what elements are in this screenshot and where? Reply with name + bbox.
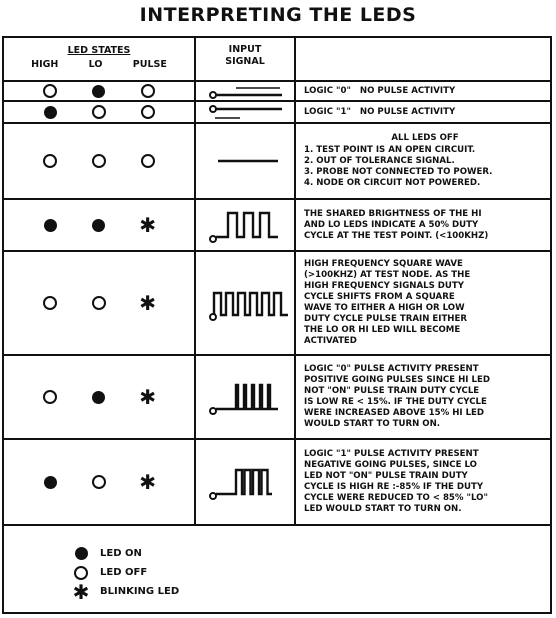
row-divider (4, 100, 550, 102)
page-title: INTERPRETING THE LEDS (139, 4, 417, 26)
description-line: ACTIVATED (304, 336, 357, 346)
led-states-cell (4, 82, 194, 100)
blinking-led-icon (139, 213, 157, 237)
led-off-icon (92, 105, 106, 119)
led-off-icon (92, 475, 106, 489)
led-on-icon (92, 390, 106, 404)
description-line: DUTY CYCLE PULSE TRAIN EITHER (304, 314, 467, 324)
open-circle-icon (141, 154, 155, 168)
filled-circle-icon (44, 219, 57, 232)
table-row (4, 356, 550, 438)
row-divider (4, 122, 550, 124)
description-line: WERE INCREASED ABOVE 15% HI LED (304, 408, 485, 418)
description-line: NEGATIVE GOING PULSES, SINCE LO (304, 460, 477, 470)
led-table (2, 36, 552, 614)
filled-circle-icon (44, 106, 57, 119)
input-signal-cell (196, 124, 294, 198)
led-on-icon (92, 84, 106, 98)
description-line: LED WOULD START TO TURN ON. (304, 504, 462, 514)
led-states-cell (4, 124, 194, 198)
description-line: THE SHARED BRIGHTNESS OF THE HI (304, 208, 482, 219)
table-row (4, 124, 550, 198)
legend-label: BLINKING LED (100, 586, 180, 597)
blinking-led-icon (72, 579, 90, 604)
filled-circle-icon (92, 391, 105, 404)
input-signal-cell (196, 200, 294, 250)
asterisk-icon: ✱ (139, 213, 157, 237)
description-line: CYCLE SHIFTS FROM A SQUARE (304, 292, 455, 302)
led-off-icon (141, 84, 155, 98)
description-cell (304, 356, 546, 438)
lo-column-label: LO (88, 59, 103, 70)
filled-circle-icon (75, 547, 88, 560)
input-signal-label-1: INPUT (228, 44, 262, 55)
blinking-led-icon (139, 385, 157, 409)
led-states-cell (4, 440, 194, 524)
table-row (4, 252, 550, 354)
led-states-cell (4, 252, 194, 354)
open-circle-icon (141, 84, 155, 98)
led-states-cell (4, 356, 194, 438)
asterisk-icon: ✱ (139, 470, 157, 494)
description-line: IS LOW RE < 15%. IF THE DUTY CYCLE (304, 397, 487, 407)
open-circle-icon (141, 105, 155, 119)
description-cell (304, 440, 546, 524)
led-off-icon (92, 296, 106, 310)
led-states-cell (4, 200, 194, 250)
square-hf-waveform-icon (200, 283, 290, 323)
led-on-icon (43, 475, 57, 489)
led-off-icon (141, 105, 155, 119)
row-divider (4, 354, 550, 356)
input-signal-header (196, 44, 294, 68)
legend-item (74, 563, 179, 582)
asterisk-icon: ✱ (72, 579, 90, 604)
led-on-icon (43, 218, 57, 232)
led-states-header (4, 38, 194, 80)
description-cell (304, 102, 546, 122)
row-divider (4, 524, 550, 526)
open-circle-icon (43, 296, 57, 310)
description-line: 4. NODE OR CIRCUIT NOT POWERED. (304, 178, 481, 188)
description-line: LOGIC "1" NO PULSE ACTIVITY (304, 106, 456, 117)
description-cell (304, 124, 546, 198)
asterisk-icon: ✱ (139, 291, 157, 315)
led-off-icon (43, 84, 57, 98)
description-line: POSITIVE GOING PULSES SINCE HI LED (304, 375, 490, 385)
open-circle-icon (92, 475, 106, 489)
input-signal-label-2: SIGNAL (225, 56, 265, 67)
legend-item (72, 579, 180, 604)
description-line: CYCLE AT THE TEST POINT. (<100KHZ) (304, 230, 489, 241)
led-states-cell (4, 102, 194, 122)
description-line: CYCLE WERE REDUCED TO < 85% "LO" (304, 493, 488, 503)
description-line: LED NOT "ON" PULSE TRAIN DUTY (304, 471, 468, 481)
description-line: LOGIC "0" PULSE ACTIVITY PRESENT (304, 364, 479, 374)
led-off-icon (43, 154, 57, 168)
legend-label: LED OFF (100, 567, 148, 578)
description-line: HIGH FREQUENCY SIGNALS DUTY (304, 281, 464, 291)
high-column-label: HIGH (31, 59, 59, 70)
filled-circle-icon (92, 85, 105, 98)
input-signal-cell (196, 440, 294, 524)
open-circle-icon (92, 296, 106, 310)
column-divider (294, 38, 296, 524)
description-line: 1. TEST POINT IS AN OPEN CIRCUIT. (304, 145, 476, 155)
description-line: THE LO OR HI LED WILL BECOME (304, 325, 461, 335)
input-signal-cell (196, 252, 294, 354)
description-line: HIGH FREQUENCY SQUARE WAVE (304, 259, 463, 269)
table-row (4, 440, 550, 524)
description-line: WAVE TO EITHER A HIGH OR LOW (304, 303, 465, 313)
filled-circle-icon (44, 476, 57, 489)
led-off-icon (43, 296, 57, 310)
description-line: 2. OUT OF TOLERANCE SIGNAL. (304, 156, 455, 166)
description-line: CYCLE IS HIGH RE :-85% IF THE DUTY (304, 482, 484, 492)
description-line: AND LO LEDS INDICATE A 50% DUTY (304, 219, 479, 230)
row-divider (4, 438, 550, 440)
legend (72, 544, 180, 604)
description-cell (304, 252, 546, 354)
led-off-icon (92, 154, 106, 168)
blinking-led-icon (139, 470, 157, 494)
column-divider (194, 38, 196, 524)
description-line: NOT "ON" PULSE TRAIN DUTY CYCLE (304, 386, 480, 396)
led-off-icon (141, 154, 155, 168)
description-line: LOGIC "1" PULSE ACTIVITY PRESENT (304, 449, 479, 459)
input-signal-cell (196, 102, 294, 122)
input-signal-cell (196, 356, 294, 438)
led-states-title: LED STATES (67, 45, 131, 56)
legend-label: LED ON (100, 548, 142, 559)
led-on-icon (92, 218, 106, 232)
mid-line-waveform-icon (200, 141, 290, 181)
led-off-icon (74, 566, 88, 580)
open-circle-icon (92, 105, 106, 119)
filled-circle-icon (92, 219, 105, 232)
open-circle-icon (92, 154, 106, 168)
description-cell (304, 200, 546, 250)
pulse-column-label: PULSE (132, 59, 167, 70)
open-circle-icon (43, 154, 57, 168)
table-row (4, 102, 550, 122)
row-divider (4, 250, 550, 252)
description-line: 3. PROBE NOT CONNECTED TO POWER. (304, 167, 493, 177)
description-heading: ALL LEDS OFF (391, 133, 459, 143)
blinking-led-icon (139, 291, 157, 315)
row-divider (4, 80, 550, 82)
led-on-icon (74, 547, 88, 561)
pulse-negative-waveform-icon (200, 462, 290, 502)
table-row (4, 200, 550, 250)
legend-item (74, 544, 179, 563)
description-cell (304, 82, 546, 100)
row-divider (4, 198, 550, 200)
description-line: (>100KHZ) AT TEST NODE. AS THE (304, 270, 471, 280)
led-off-icon (43, 390, 57, 404)
open-circle-icon (74, 566, 88, 580)
asterisk-icon: ✱ (139, 385, 157, 409)
open-circle-icon (43, 84, 57, 98)
open-circle-icon (43, 390, 57, 404)
description-line: WOULD START TO TURN ON. (304, 419, 441, 429)
pulse-positive-waveform-icon (200, 377, 290, 417)
description-line: LOGIC "0" NO PULSE ACTIVITY (304, 85, 456, 96)
square-50-waveform-icon (200, 205, 290, 245)
led-on-icon (43, 105, 57, 119)
